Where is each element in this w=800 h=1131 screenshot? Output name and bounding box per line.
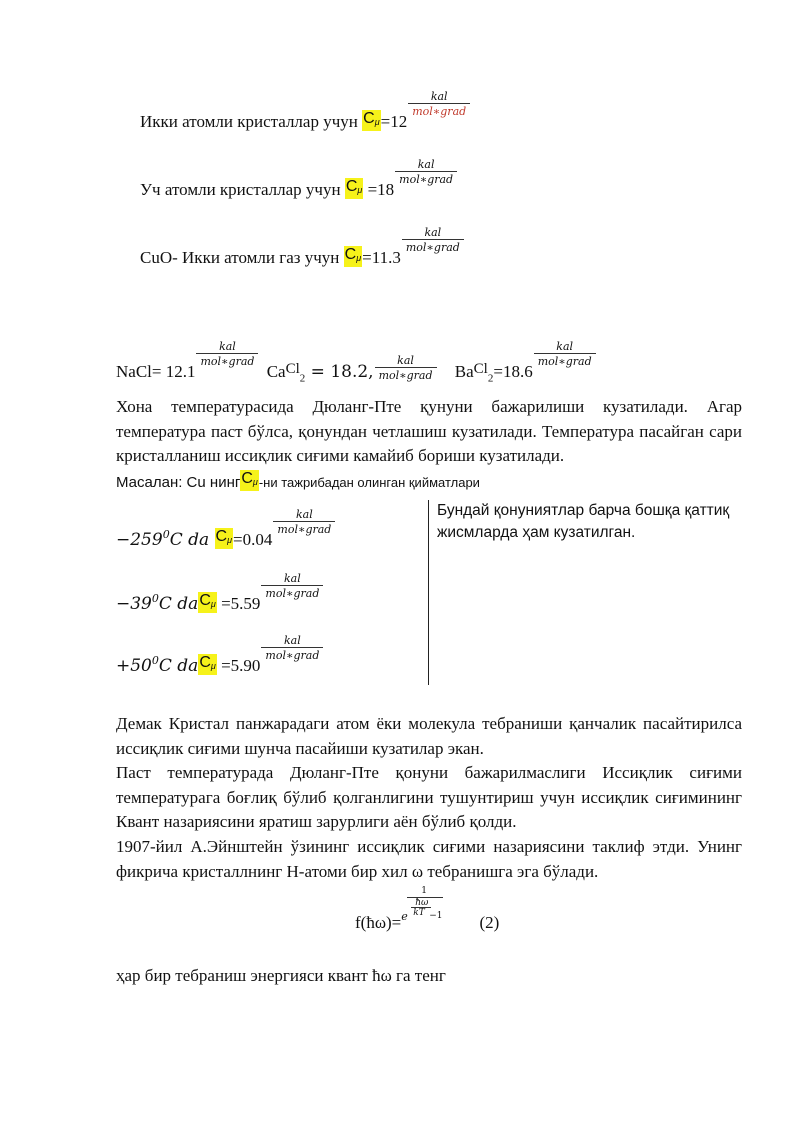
paragraph-einstein: 1907-йил А.Эйнштейн ўзининг иссиқлик сиғими назариясини таклиф этди. Унинг фикрича кристаллнинг Н-атоми бир хил ω тебранишга эга бўлади.	[116, 837, 742, 881]
cuo-gas-text: CuO- Икки атомли газ учун	[140, 248, 340, 267]
unit-fraction: $\frac{\text{kal}}{\text{mol∗grad}}$	[534, 340, 596, 368]
formula-lhs: f(ħω)=	[355, 913, 402, 932]
bacl2-value: =18.6	[493, 362, 533, 381]
crystal-triatomic-text: Уч атомли кристаллар учун	[140, 180, 341, 199]
unit-fraction: $\frac{\text{kal}}{\text{mol∗grad}}$	[261, 572, 323, 600]
unit-fraction: $\frac{\text{kal}}{\text{mol∗grad}}$	[408, 90, 470, 118]
side-note: Бундай қонуниятлар барча бошқа қаттиқ жисмларда ҳам кузатилган.	[437, 502, 730, 541]
example-line: Масалан: Cu нингC$_\mu$-ни тажрибадан олинган қийматлари	[116, 470, 480, 491]
unit-fraction: $\frac{\text{kal}}{\text{mol∗grad}}$	[395, 158, 457, 186]
cacl2-label: CaCl$_2$	[266, 361, 306, 385]
unit-fraction: $\frac{\text{kal}}{\text{mol∗grad}}$	[402, 226, 464, 254]
formula-number: (2)	[479, 913, 500, 932]
salts-line	[116, 340, 596, 384]
paragraph-quantum-theory: Паст температурада Дюланг-Пте қонуни бажарилмаслиги Иссиқлик сиғими температурага боғлиқ бўлиб қолганлигини тушунтириш учун иссиқлик сиғимининг Квант назариясини яратиш зарурлиги аён бўлиб қолди.	[116, 763, 742, 831]
crystal-triatomic-line	[140, 158, 457, 200]
energy-quantum-line: ҳар бир тебраниш энергияси квант ħω га тенг	[116, 966, 446, 985]
paragraph-dulong-petit: Хона температурасида Дюланг-Пте қунуни бажарилиши кузатилади. Агар температура паст бўлса, қонундан четлашиш кузатилади. Температура пасайган сари кристалланиш иссиқлик сиғими камайиб бориши кузатилади.	[116, 397, 742, 465]
temp-row-2: $-39^0C$ daC$_\mu$ =5.59 $\frac{\text{kal}}{\text{mol∗grad}}$	[116, 572, 323, 614]
heat-capacity-symbol: $C_\mu$	[240, 470, 259, 491]
paragraph-conclusion: Демак Кристал панжарадаги атом ёки молекула тебраниши қанчалик пасайтирилса иссиқлик сиғими шунча пасайиши кузатилар экан.	[116, 714, 742, 758]
heat-capacity-symbol: $C_\mu$	[215, 528, 234, 549]
einstein-formula	[355, 886, 499, 933]
crystal-diatomic-value: =12	[380, 112, 408, 131]
cacl2-value: = 18.2,	[305, 362, 374, 382]
crystal-triatomic-value: =18	[367, 180, 395, 199]
crystal-diatomic-line	[140, 90, 470, 132]
heat-capacity-symbol: $C_\mu$	[344, 246, 363, 267]
column-divider	[428, 500, 429, 685]
temp-row-3: $+50^0C$ daC$_\mu$ =5.90 $\frac{\text{kal}}{\text{mol∗grad}}$	[116, 634, 323, 676]
cuo-gas-value: =11.3	[362, 248, 401, 267]
crystal-diatomic-text: Икки атомли кристаллар учун	[140, 112, 358, 131]
bacl2-label: BaCl$_2$	[454, 361, 494, 385]
unit-fraction: $\frac{\text{kal}}{\text{mol∗grad}}$	[261, 634, 323, 662]
heat-capacity-symbol: $C_\mu$	[198, 654, 217, 675]
heat-capacity-symbol: $C_\mu$	[198, 592, 217, 613]
formula-rhs: 1 ħω e kT −1	[401, 886, 443, 923]
unit-fraction: $\frac{\text{kal}}{\text{mol∗grad}}$	[375, 354, 437, 382]
heat-capacity-symbol: $C_\mu$	[345, 178, 364, 199]
nacl-value: NaCl= 12.1	[116, 362, 196, 381]
temp-row-1: $-259^0C$ da $C_\mu=0.04$ $\frac{\text{kal}}{\text{mol∗grad}}$	[116, 508, 335, 550]
heat-capacity-symbol: $C_\mu$	[362, 110, 381, 131]
unit-fraction: $\frac{\text{kal}}{\text{mol∗grad}}$	[273, 508, 335, 536]
cuo-gas-line	[140, 226, 464, 268]
unit-fraction: $\frac{\text{kal}}{\text{mol∗grad}}$	[196, 340, 258, 368]
